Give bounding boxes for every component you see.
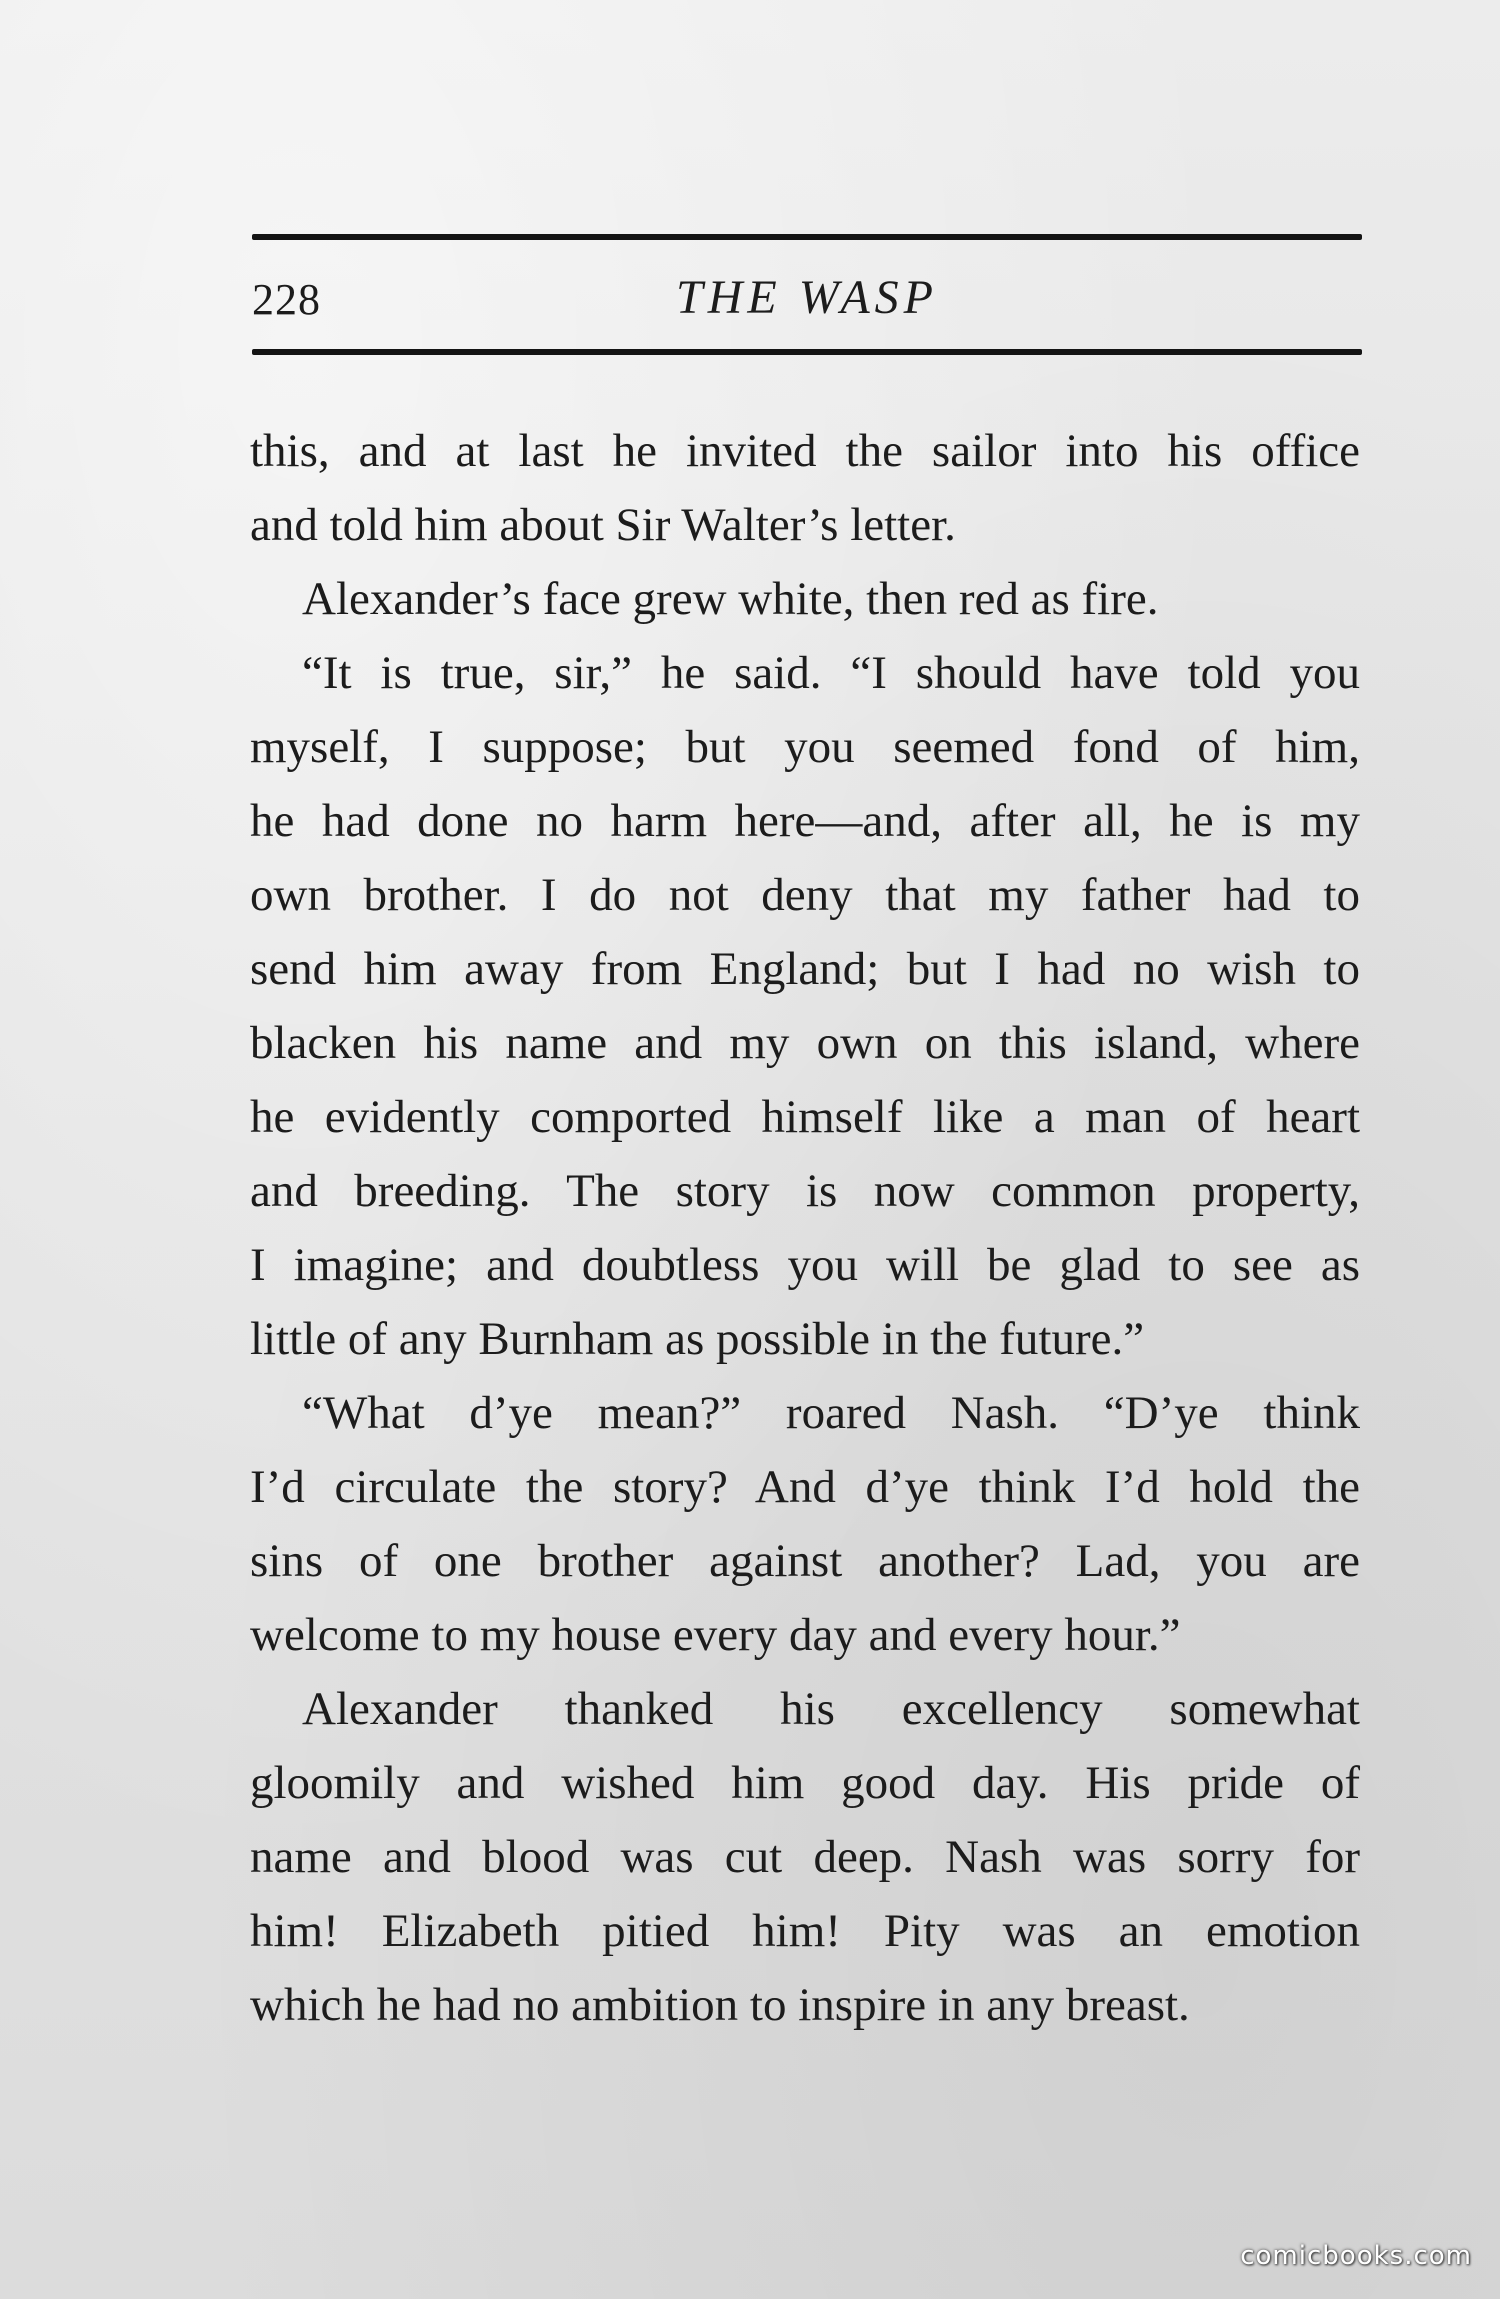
text-line: him! Elizabeth pitied him! Pity was an emotion	[250, 1905, 1360, 1957]
text-line: he had done no harm here—and, after all, he is my	[250, 795, 1360, 847]
text-line: blacken his name and my own on this island, where	[250, 1017, 1360, 1069]
watermark: comicbooks.com	[1240, 2241, 1472, 2271]
text-line: which he had no ambition to inspire in any breast.	[250, 1979, 1190, 2031]
text-line: he evidently comported himself like a man of heart	[250, 1091, 1360, 1143]
page-number: 228	[252, 275, 321, 324]
text-line: welcome to my house every day and every hour.”	[250, 1609, 1181, 1661]
text-line: I’d circulate the story? And d’ye think I’d hold the	[250, 1461, 1360, 1513]
text-line: Alexander’s face grew white, then red as fire.	[302, 573, 1159, 625]
text-line: “What d’ye mean?” roared Nash. “D’ye think	[302, 1387, 1360, 1439]
running-head	[252, 262, 1362, 332]
text-line: name and blood was cut deep. Nash was sorry for	[250, 1831, 1360, 1883]
text-line: send him away from England; but I had no wish to	[250, 943, 1360, 995]
text-line: this, and at last he invited the sailor into his office	[250, 425, 1360, 477]
text-line: gloomily and wished him good day. His pride of	[250, 1757, 1360, 1809]
text-line: sins of one brother against another? Lad, you are	[250, 1535, 1360, 1587]
text-line: myself, I suppose; but you seemed fond of him,	[250, 721, 1360, 773]
text-line: “It is true, sir,” he said. “I should have told you	[302, 647, 1360, 699]
header-top-rule	[252, 234, 1362, 240]
text-line: little of any Burnham as possible in the future.”	[250, 1313, 1145, 1365]
text-line: I imagine; and doubtless you will be glad to see as	[250, 1239, 1360, 1291]
text-line: and told him about Sir Walter’s letter.	[250, 499, 956, 551]
text-line: Alexander thanked his excellency somewhat	[302, 1683, 1360, 1735]
text-line: own brother. I do not deny that my father had to	[250, 869, 1360, 921]
text-line: and breeding. The story is now common property,	[250, 1165, 1360, 1217]
running-title: THE WASP	[676, 271, 938, 324]
header-bottom-rule	[252, 349, 1362, 355]
body-text	[250, 414, 1360, 2042]
